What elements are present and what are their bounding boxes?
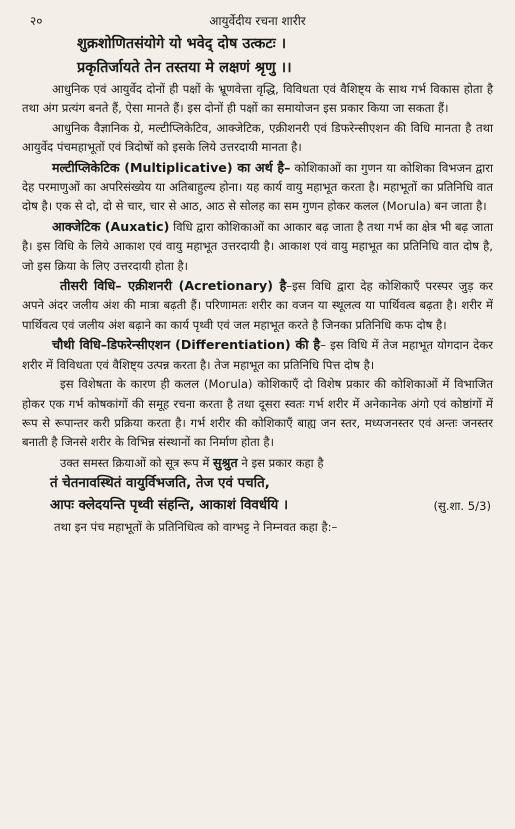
sushruta-pre: उक्त समस्त क्रियाओं को सूत्र रूप में <box>60 455 214 470</box>
body-multiplicative: कोशिकाओं का गुणन या कोशिका विभजन द्वारा देह परमाणुओं का अपरिसंख्येय या अतिबाहुल्य होना। यह कार्य वायु महाभूत करता है। महाभूतों का प्रतिनिधि वात दोष है। एक से दो, दो से चार, चार से आठ, आठ से सोलह का सम गुणन होकर कलल (Morula) बन जाता है। <box>22 160 494 214</box>
paragraph-differentiation <box>22 335 493 375</box>
paragraph-sushruta <box>22 453 493 473</box>
body-acretionary: –इस विधि द्वारा देह कोशिकाएँ परस्पर जुड़ कर अपने अंदर जलीय अंश की मात्रा बढ़ती हैं। परिणामतः शरीर का वजन या स्थूलत्व या पार्थिवत्व बढ़ता है। शरीर में पार्थिवत्व एवं जलीय अंश बढ़ाने का कार्य पृथ्वी एवं जल महाभूत करते है जिनका प्रतिनिधि कफ दोष है। <box>22 279 493 332</box>
sanskrit-line-2-text: आपः क्लेदयन्ति पृथ्वी संहन्ति, आकाशं विवर्धयि । <box>50 498 289 514</box>
heading-differentiation: चौथी विधि–डिफरेन्सीएशन (Differentiation) की है <box>52 337 321 353</box>
paragraph-1: आधुनिक एवं आयुर्वेद दोनों ही पक्षों के भ्रूणवेत्ता वृद्धि, विविधता एवं वैशिष्ट्य के साथ गर्भ विकास होता है तथा अंग प्रत्यंग बनते हैं, ऐसा मानते हैं। इस दोनों ही पक्षों का समायोजन इस प्रकार किया जा सकता हैं। <box>22 82 493 116</box>
sushruta-name: सुश्रुत <box>213 454 238 470</box>
sanskrit-line-2 <box>22 495 493 517</box>
heading-multiplicative: मल्टीप्लिकेटिक (Multiplicative) का अर्थ है– <box>52 159 291 175</box>
verse-line-2: प्रकृतिर्जायते तेन तस्तया मे लक्षणं श्रृणु ।। <box>77 60 292 76</box>
body-auxatic: विधि द्वारा कोशिकाओं का आकार बढ़ जाता है तथा गर्भ का क्षेत्र भी बढ़ जाता है। इस विधि के लिये आकाश एवं वायु महाभूत उत्तरदायी है। आकाश एवं वायु महाभूत का प्रतिनिधि वात दोष है, जो इस क्रिया के लिए उत्तरदायी होता है। <box>22 219 493 273</box>
closing-line: तथा इन पंच महाभूतों के प्रतिनिधित्व को वाग्भट्ट ने निम्नवत कहा है:– <box>54 520 338 535</box>
page-header <box>22 8 493 30</box>
sushruta-post: ने इस प्रकार कहा है <box>237 455 324 470</box>
paragraph-acretionary <box>22 276 493 335</box>
body-differentiation: – इस विधि में तेज महाभूत योगदान देकर शरीर में विविधता एवं वैशिष्ट्य उत्पन्न करता है। तेज महाभूत का प्रतिनिधि पित्त दोष है। <box>22 338 493 372</box>
sanskrit-reference: (सु.शा. 5/3) <box>433 499 491 514</box>
paragraph-2: आधुनिक वैज्ञानिक ग्रे, मल्टीप्लिकेटिव, आक्जेटिक, एक्रीशनरी एवं डिफरेन्सीएशन की विधि मानता है तथा आयुर्वेद पंचमहाभूतों एवं त्रिदोषों को इसके लिये उत्तरदायी मानता है। <box>22 120 493 155</box>
verse-line-1: शुक्रशोणितसंयोगे यो भवेद् दोष उत्कटः । <box>77 36 287 52</box>
page-number: २० <box>30 14 43 28</box>
heading-acretionary: तीसरी विधि– एक्रीशनरी (Acretionary) है <box>60 278 287 294</box>
running-title: आयुर्वेदीय रचना शारीर <box>209 14 306 28</box>
paragraph-morula: इस विशेषता के कारण ही कलल (Morula) कोशिकाएँ दो विशेष प्रकार की कोशिकाओं में विभाजित होकर एक गर्भ कोषकांगों की समूह रचना करता है तथा दूसरा स्वतः गर्भ शरीर में अनेकानेक अंगो एवं कोष्ठांगों में रूप से रूपान्तर करी प्रक्रिया करता है। गर्भ शरीर की कोशिकाएँ बाह्य जन स्तर, मध्यजनस्तर एवं अन्तः जनस्तर बनाती है जिनसे शरीर के विभिन्न संस्थानों का निर्माण होता है। <box>22 377 493 450</box>
paragraph-auxatic <box>22 217 493 276</box>
heading-auxatic: आक्जेटिक (Auxatic) <box>52 218 170 234</box>
paragraph-multiplicative <box>22 158 493 217</box>
sanskrit-line-1: तं चेतनावस्थितं वायुर्विभजति, तेज एवं पचति, <box>50 476 270 492</box>
